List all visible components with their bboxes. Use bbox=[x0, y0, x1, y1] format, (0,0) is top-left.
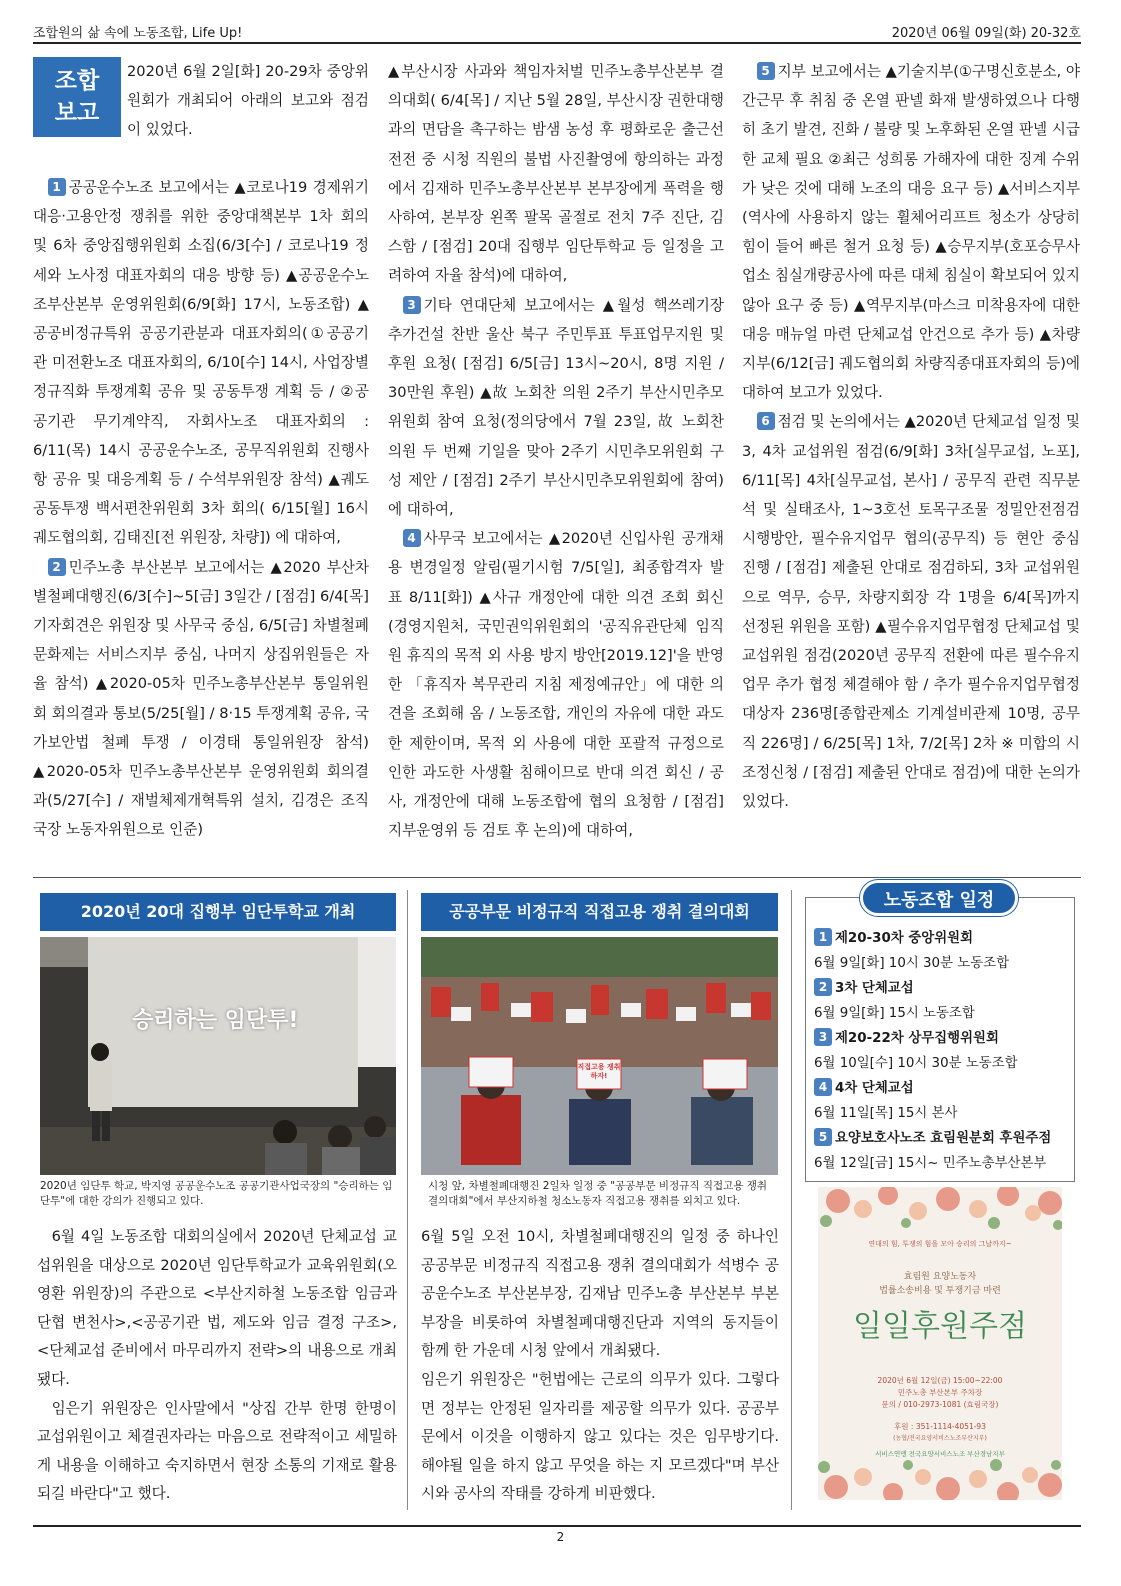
report-item-6-text: 점검 및 논의에서는 ▲2020년 단체교섭 일정 및 3, 4차 교섭위원 점검(6/9[화] 3차[실무교섭, 노포], 6/11[목] 4차[실무교섭, 본사] / 공무직 관련 직무분석 및 실태조사, 1~3호선 토목구조물 정밀안전점검 시행방안, 필수유지업무 협의(공무직) 등 현안 중심 진행 / [점검] 제출된 안대로 점검하되, 3차 교섭위원으로 역무, 승무, 차량지회장 각 1명을 6/4[목]까지 선정된 위원을 포함) ▲필수유지업무협정 단체교섭 및 교섭위원 점검(2020년 공무직 전환에 따른 필수유지업무 추가 협정 체결해야 함 / 추가 필수유지업무협정 대상자 236명[종합관제소 기계설비관제 10명, 공무직 226명] / 6/25[목] 1차, 7/2[목] 2차 ※ 미합의 시 조정신청 / [점검] 제출된 안대로 점검)에 대한 논의가 있었다. bbox=[742, 413, 1080, 811]
report-item-2-text: 민주노총 부산본부 보고에서는 ▲2020 부산차별철폐대행진(6/3[수]~5[금] 3일간 / [점검] 6/4[목] 기자회견은 위원장 및 사무국 중심, 6/5[금] 차별철폐 문화제는 서비스지부 중심, 나머지 상집위원들은 자율 참석) ▲2020-05차 민주노총부산본부 통일위원회 회의결과 통보(5/25[월] / 8‧15 투쟁계획 공유, 국가보안법 철폐 투쟁 / 이경태 통일위원장 참석) ▲2020-05차 민주노총부산본부 운영위원회 회의결과(5/27[수] / 재벌체제개혁특위 설치, 김경은 조직국장 노동자위원으로 인준) bbox=[33, 558, 369, 839]
article1-body bbox=[37, 1223, 397, 1509]
poster-sub2: 법률소송비용 및 투쟁기금 마련 bbox=[879, 1286, 1001, 1296]
article2-caption: 시청 앞, 차별철폐대행진 2일차 일정 중 "공공부문 비정규직 직접고용 쟁취 결의대회"에서 부산지하철 청소노동자 직접고용 쟁취를 외치고 있다. bbox=[428, 1180, 768, 1207]
item-number-2: 2 bbox=[48, 558, 66, 576]
schedule-title: 제20-30차 중앙위원회 bbox=[835, 931, 974, 946]
poster-tagline: 연대의 힘, 투쟁의 힘을 모아 승리의 그날까지~ bbox=[868, 1240, 1012, 1248]
header-rule bbox=[33, 42, 1081, 44]
schedule-number: 4 bbox=[814, 1078, 832, 1096]
report-item-1 bbox=[33, 173, 369, 553]
article2-para-2: 임은기 위원장은 "헌법에는 근로의 의무가 있다. 그렇다면 정부는 안정된 일자리를 제공할 의무가 있다. 공공부문에서 이것을 이행하지 않고 있다는 것은 임무방기다. 해야될 일을 하지 않고 무엇을 하는 지 모르겠다"며 부산시와 공사의 작태를 강하게 비판했다. bbox=[421, 1370, 779, 1503]
schedule-number: 5 bbox=[814, 1128, 832, 1146]
intro-spacer bbox=[33, 57, 369, 173]
column-separator-2 bbox=[791, 890, 792, 1510]
footer-rule bbox=[33, 1525, 1081, 1527]
schedule-item bbox=[814, 1126, 1066, 1151]
schedule-title: 요양보호사노조 효림원분회 후원주점 bbox=[835, 1131, 1052, 1146]
schedule-item bbox=[814, 1026, 1066, 1051]
schedule-title: 제20-22차 상무집행위원회 bbox=[835, 1031, 999, 1046]
schedule-number: 3 bbox=[814, 1028, 832, 1046]
report-column-2 bbox=[388, 57, 724, 845]
schedule-box bbox=[805, 897, 1075, 1182]
slide-text: 승리하는 임단투! bbox=[132, 1008, 299, 1033]
section-badge-line1: 조합 bbox=[54, 68, 100, 94]
report-intro: 2020년 6월 2일[화] 20-29차 중앙위원회가 개최되어 아래의 보고와 점검이 있었다. bbox=[127, 63, 369, 139]
schedule-number: 2 bbox=[814, 978, 832, 996]
fundraiser-poster bbox=[818, 1187, 1062, 1500]
report-item-5-text: 지부 보고에서는 ▲기술지부(①구명신호분소, 야간근무 후 취침 중 온열 판넬 화재 발생하였으나 다행히 초기 발견, 진화 / 불량 및 노후화된 온열 판넬 시급한 교체 필요 ②최근 성희롱 가해자에 대한 징계 수위가 낮은 것에 대해 노조의 대응 요구 등) ▲서비스지부(역사에 사용하지 않는 휠체어리프트 청소가 상당히 힘이 들어 빠른 철거 요청 등) ▲승무지부(호포승무사업소 침실개량공사에 따른 대체 침실이 확보되어 있지 않아 요구 중 등) ▲역무지부(마스크 미착용자에 대한 대응 매뉴얼 마련 단체교섭 안건으로 추가 등) ▲차량지부(6/12[금] 궤도협의회 차량직종대표자회의 등)에 대하여 보고가 있었다. bbox=[742, 63, 1080, 402]
header-left: 조합원의 삶 속에 노동조합, Life Up! bbox=[33, 26, 243, 41]
report-column-1 bbox=[33, 57, 369, 845]
poster-place: 민주노총 부산본부 주차장 bbox=[897, 1388, 983, 1397]
section-rule bbox=[33, 877, 1081, 878]
page-number: 2 bbox=[556, 1530, 565, 1544]
report-item-4 bbox=[388, 524, 724, 845]
report-item-5 bbox=[742, 57, 1080, 407]
section-badge-line2: 보고 bbox=[54, 100, 100, 126]
schedule-title: 노동조합 일정 bbox=[860, 880, 1018, 916]
schedule-item bbox=[814, 1076, 1066, 1101]
schedule-item bbox=[814, 976, 1066, 1001]
column-separator-1 bbox=[407, 890, 408, 1510]
report-item-4-text: 사무국 보고에서는 ▲2020년 신입사원 공개채용 변경일정 알림(필기시험 7/5[일], 최종합격자 발표 8/11[화]) ▲사규 개정안에 대한 의견 조회 회신(경영지원처, 국민권익위원회의 '공직유관단체 임직원 휴직의 목적 외 사용 방지 방안[2019.12]'을 반영한 「휴직자 복무관리 지침 제정예규안」에 대한 의견을 조회해 옴 / 노동조합, 개인의 자유에 대한 과도한 제한이며, 목적 외 사용에 대한 포괄적 규정으로 인한 과도한 사생활 침해이므로 반대 의견 회신 / 공사, 개정안에 대해 노동조합에 협의 요청함 / [점검] 지부운영위 등 검토 후 논의)에 대하여, bbox=[388, 530, 724, 840]
schedule-when: 6월 9일[화] 15시 노동조합 bbox=[814, 1006, 975, 1021]
article2-title: 공공부문 비정규직 직접고용 쟁취 결의대회 bbox=[421, 893, 778, 931]
report-item-3 bbox=[388, 291, 724, 525]
item-number-5: 5 bbox=[757, 62, 775, 80]
article2-photo bbox=[421, 937, 778, 1175]
poster-account: 후원 : 351-1114-4051-93 bbox=[894, 1422, 986, 1431]
poster-bank: (농협/전국요양서비스노조부산지부) bbox=[893, 1435, 987, 1442]
poster-contact: 문의 / 010-2973-1081 (효림국장) bbox=[881, 1400, 999, 1409]
schedule-number: 1 bbox=[814, 928, 832, 946]
article1-para-2: 임은기 위원장은 인사말에서 "상집 간부 한명 한명이 교섭위원이고 체결권자라는 마음으로 전략적이고 세밀하게 내용을 이해하고 숙지하면서 현장 소통의 기재로 활용되길 바란다"고 했다. bbox=[37, 1399, 397, 1503]
poster-sub1: 효림원 요양노동자 bbox=[903, 1272, 977, 1282]
schedule-when: 6월 12일[금] 15시~ 민주노총부산본부 bbox=[814, 1156, 1047, 1171]
rally-sign-text: 직접고용 쟁취하자! bbox=[577, 1063, 621, 1080]
poster-date: 2020년 6월 12일(금) 15:00~22:00 bbox=[877, 1376, 1003, 1385]
rally-photo-image bbox=[421, 937, 778, 1175]
schedule-title: 4차 단체교섭 bbox=[835, 1081, 914, 1096]
article1-para-1: 6월 4일 노동조합 대회의실에서 2020년 단체교섭 교섭위원을 대상으로 2020년 임단투학교가 교육위원회(오영환 위원장)의 주관으로 <부산지하철 노동조합 임금과 단협 변천사>,<공공기관 법, 제도와 임금 결정 구조>, <단체교섭 준비에서 마무리까지 전략>의 내용으로 개최됐다. bbox=[37, 1228, 397, 1388]
schedule-when: 6월 11일[목] 15시 본사 bbox=[814, 1106, 958, 1121]
article2-para-1: 6월 5일 오전 10시, 차별철폐대행진의 일정 중 하나인 공공부문 비정규직 직접고용 쟁취 결의대회가 석병수 공공운수노조 부산본부장, 김재남 민주노총 부산본부 부본부장을 비롯하여 차별철폐대행진단과 지역의 동지들이 함께 한 가운데 시청 앞에서 개최됐다. bbox=[421, 1228, 779, 1360]
poster-org: 서비스연맹 전국요양서비스노조 부산경남지부 bbox=[875, 1450, 1005, 1458]
article1-title: 2020년 20대 집행부 임단투학교 개최 bbox=[40, 893, 396, 931]
report-item-2-cont: ▲부산시장 사과와 책임자처벌 민주노총부산본부 결의대회( 6/4[목] / 지난 5월 28일, 부산시장 권한대행과의 면담을 촉구하는 밤샘 농성 후 평화로운 출근선전전 중 시청 직원의 불법 사진촬영에 항의하는 과정에서 김재하 민주노총부산본부 본부장에게 폭력을 행사하여, 본부장 왼쪽 팔목 골절로 전치 7주 진단, 김스함 / [점검] 20대 집행부 임단투학교 등 일정을 고려하여 자율 참석)에 대하여, bbox=[388, 63, 725, 285]
poster-headline: 일일후원주점 bbox=[853, 1309, 1027, 1344]
header-right: 2020년 06월 09일(화) 20-32호 bbox=[891, 26, 1081, 41]
item-number-6: 6 bbox=[757, 412, 775, 430]
item-number-3: 3 bbox=[403, 296, 421, 314]
schedule-list bbox=[814, 926, 1066, 1176]
article1-photo bbox=[40, 937, 396, 1175]
item-number-4: 4 bbox=[403, 529, 421, 547]
report-item-2 bbox=[33, 553, 369, 845]
article2-body bbox=[421, 1223, 779, 1509]
report-item-3-text: 기타 연대단체 보고에서는 ▲월성 핵쓰레기장 추가건설 찬반 울산 북구 주민투표 투표업무지원 및 후원 요청( [점검] 6/5[금] 13시~20시, 8명 지원 / 30만원 후원) ▲故 노회찬 의원 2주기 부산시민추모위원회 참여 요청(정의당에서 7월 23일, 故 노회찬 의원 두 번째 기일을 맞아 2주기 시민추모위원회 구성 제안 / [점검] 2주기 부산시민추모위원회에 참여)에 대하여, bbox=[388, 296, 724, 519]
item-number-1: 1 bbox=[48, 178, 66, 196]
lecture-photo-image bbox=[40, 937, 396, 1175]
schedule-when: 6월 10일[수] 10시 30분 노동조합 bbox=[814, 1056, 1018, 1071]
schedule-when: 6월 9일[화] 10시 30분 노동조합 bbox=[814, 956, 1010, 971]
report-item-6 bbox=[742, 407, 1080, 816]
schedule-title: 3차 단체교섭 bbox=[835, 981, 914, 996]
article1-caption: 2020년 임단투 학교, 박지영 공공운수노조 공공기관사업국장의 "승리하는 임단투"에 대한 강의가 진행되고 있다. bbox=[40, 1180, 393, 1207]
report-item-1-text: 공공운수노조 보고에서는 ▲코로나19 경제위기 대응‧고용안정 쟁취를 위한 중앙대책본부 1차 회의 및 6차 중앙집행위원회 소집(6/3[수] / 코로나19 정세와 노사정 대표자회의 대응 방향 등) ▲공공운수노조부산본부 운영위원회(6/9[화] 17시, 노동조합) ▲공공비정규특위 공공기관분과 대표자회의(①공공기관 미전환노조 대표자회의, 6/10[수] 14시, 사업장별 정규직화 투쟁계획 공유 및 공동투쟁 계획 등 / ②공공기관 무기계약직, 자회사노조 대표자회의 : 6/11(목) 14시 공공운수노조, 공무직위원회 진행사항 공유 및 대응계획 등 / 수석부위원장 참석) ▲궤도 공동투쟁 백서편찬위원회 3차 회의( 6/15[월] 16시 궤도협의회, 김태진[전 위원장, 차량]) 에 대하여, bbox=[33, 179, 369, 547]
schedule-item bbox=[814, 926, 1066, 951]
report-column-3 bbox=[742, 57, 1080, 816]
